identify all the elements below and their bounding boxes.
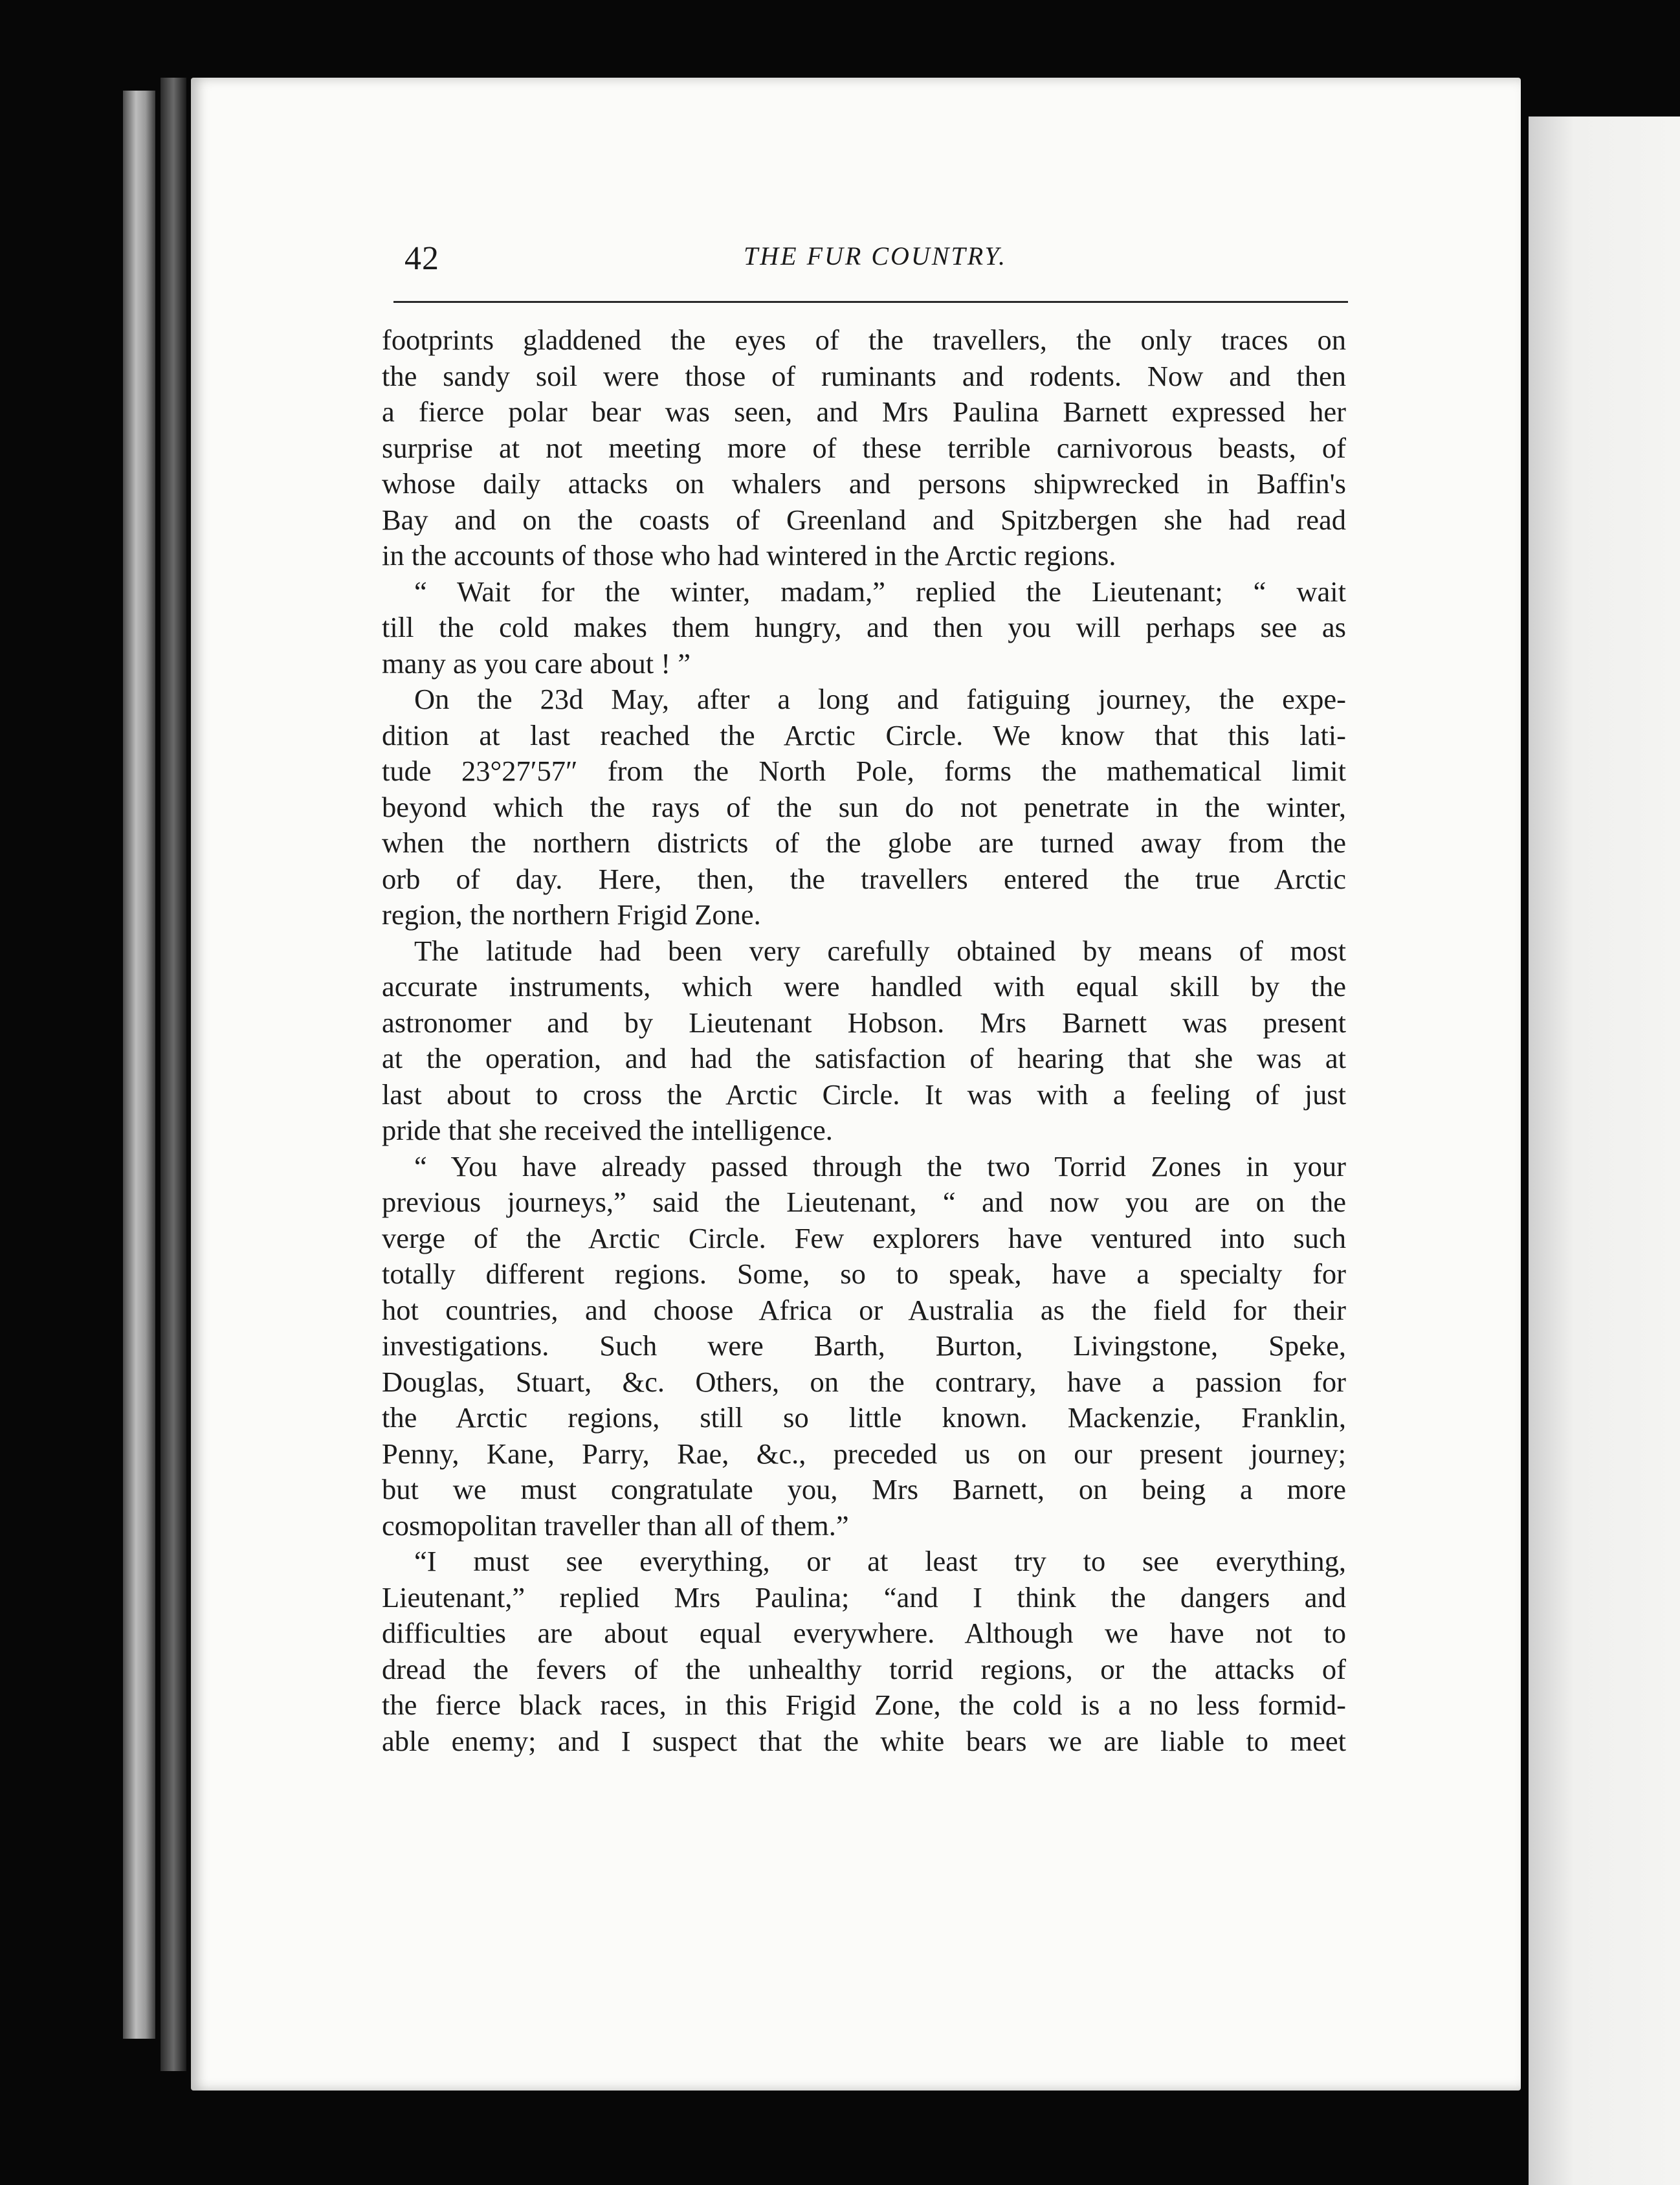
- text-line: dread the fevers of the unhealthy torrid regions, or the attacks of: [382, 1652, 1346, 1685]
- text-line: “ Wait for the winter, madam,” replied the Lieutenant; “ wait: [414, 575, 1346, 608]
- text-line: surprise at not meeting more of these terrible carnivorous beasts, of: [382, 431, 1346, 464]
- running-head: [404, 239, 1346, 285]
- text-line: totally different regions. Some, so to speak, have a specialty for: [382, 1258, 1346, 1290]
- text-line: dition at last reached the Arctic Circle. We know that this lati-: [382, 718, 1346, 751]
- text-line: at the operation, and had the satisfaction of hearing that she was at: [382, 1042, 1346, 1074]
- text-line: beyond which the rays of the sun do not penetrate in the winter,: [382, 790, 1346, 823]
- text-line: orb of day. Here, then, the travellers entered the true Arctic: [382, 862, 1346, 895]
- text-line: many as you care about ! ”: [382, 647, 691, 680]
- text-line: accurate instruments, which were handled with equal skill by the: [382, 970, 1346, 1003]
- text-line: investigations. Such were Barth, Burton, Livingstone, Speke,: [382, 1329, 1346, 1362]
- text-line: last about to cross the Arctic Circle. It was with a feeling of just: [382, 1078, 1346, 1111]
- text-line: verge of the Arctic Circle. Few explorers have ventured into such: [382, 1221, 1346, 1254]
- text-line: the sandy soil were those of ruminants and rodents. Now and then: [382, 359, 1346, 392]
- text-line: “I must see everything, or at least try to see everything,: [414, 1545, 1346, 1577]
- neighbor-page-edge: [1529, 116, 1680, 2185]
- body-text: [382, 322, 1346, 1759]
- text-line: Bay and on the coasts of Greenland and Spitzbergen she had read: [382, 503, 1346, 536]
- text-line: a fierce polar bear was seen, and Mrs Paulina Barnett expressed her: [382, 395, 1346, 428]
- text-line: previous journeys,” said the Lieutenant, “ and now you are on the: [382, 1186, 1346, 1218]
- text-line: when the northern districts of the globe are turned away from the: [382, 826, 1346, 859]
- page-number: 42: [404, 240, 439, 277]
- text-line: The latitude had been very carefully obtained by means of most: [414, 934, 1346, 967]
- text-line: Lieutenant,” replied Mrs Paulina; “and I think the dangers and: [382, 1581, 1346, 1614]
- text-line: pride that she received the intelligence.: [382, 1114, 833, 1146]
- text-line: able enemy; and I suspect that the white bears we are liable to meet: [382, 1724, 1346, 1757]
- text-line: Penny, Kane, Parry, Rae, &c., preceded us on our present journey;: [382, 1437, 1346, 1470]
- text-line: region, the northern Frigid Zone.: [382, 898, 761, 931]
- text-line: in the accounts of those who had wintered in the Arctic regions.: [382, 539, 1116, 571]
- header-rule: [393, 301, 1348, 303]
- text-line: On the 23d May, after a long and fatiguing journey, the expe-: [414, 683, 1346, 715]
- text-line: “ You have already passed through the two Torrid Zones in your: [414, 1149, 1346, 1182]
- running-title: THE FUR COUNTRY.: [744, 241, 1007, 271]
- binding-edge: [123, 91, 155, 2039]
- text-line: difficulties are about equal everywhere. Although we have not to: [382, 1617, 1346, 1649]
- text-line: till the cold makes them hungry, and then you will perhaps see as: [382, 611, 1346, 643]
- text-line: tude 23°27′57″ from the North Pole, forms the mathematical limit: [382, 755, 1346, 787]
- text-line: whose daily attacks on whalers and persons shipwrecked in Baffin's: [382, 467, 1346, 500]
- text-line: the fierce black races, in this Frigid Zone, the cold is a no less formid-: [382, 1689, 1346, 1721]
- text-line: the Arctic regions, still so little known. Mackenzie, Franklin,: [382, 1401, 1346, 1434]
- text-line: hot countries, and choose Africa or Australia as the field for their: [382, 1293, 1346, 1326]
- binding-shadow: [160, 78, 186, 2071]
- text-line: but we must congratulate you, Mrs Barnett, on being a more: [382, 1473, 1346, 1505]
- text-line: cosmopolitan traveller than all of them.”: [382, 1509, 849, 1542]
- text-line: footprints gladdened the eyes of the travellers, the only traces on: [382, 324, 1346, 356]
- text-line: astronomer and by Lieutenant Hobson. Mrs Barnett was present: [382, 1006, 1346, 1039]
- text-line: Douglas, Stuart, &c. Others, on the contrary, have a passion for: [382, 1365, 1346, 1398]
